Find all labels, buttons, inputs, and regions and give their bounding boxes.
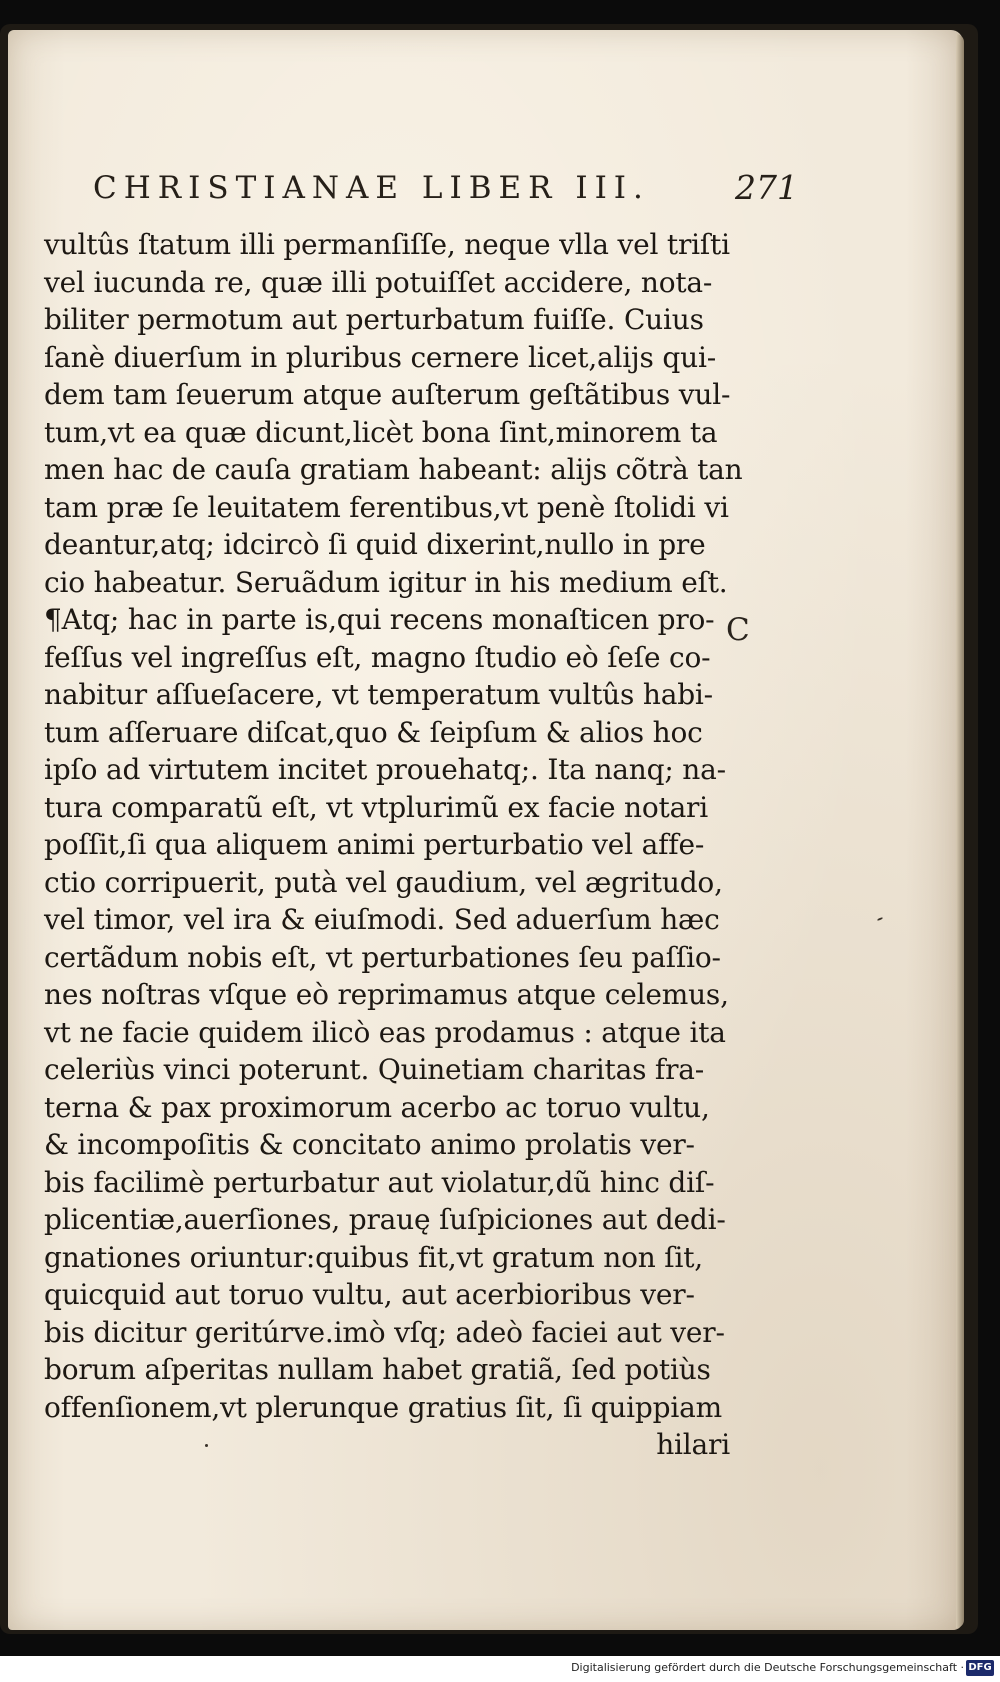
text-line: celeriùs vinci poterunt. Quinetiam charitas fra- bbox=[44, 1053, 705, 1086]
text-line: tum aſſeruare diſcat,quo & ſeipſum & alios hoc bbox=[44, 715, 703, 749]
text-line: vel iucunda re, quæ illi potuiſſet accidere, nota- bbox=[44, 265, 713, 299]
paper-speck bbox=[205, 1444, 208, 1447]
text-line: vel timor, vel ira & eiuſmodi. Sed aduerſum hæc bbox=[44, 903, 720, 936]
text-line: nabitur aſſueſacere, vt temperatum vultûs habi- bbox=[44, 678, 713, 711]
text-line: feſſus vel ingreſſus eſt, magno ſtudio eò ſeſe co- bbox=[44, 640, 711, 674]
text-line: certãdum nobis eſt, vt perturbationes ſeu paſſio- bbox=[44, 940, 721, 974]
text-line: bis facilimè perturbatur aut violatur,dũ hinc diſ- bbox=[44, 1165, 715, 1199]
text-line: bis dicitur geritúrve.imò vſq; adeò faciei aut ver- bbox=[44, 1315, 725, 1349]
text-line: borum aſperitas nullam habet gratiã, ſed potiùs bbox=[44, 1353, 711, 1386]
text-line: tura comparatũ eſt, vt vtplurimũ ex facie notari bbox=[44, 790, 708, 824]
text-line: vultûs ſtatum illi permanſiſſe, neque vlla vel triſti bbox=[44, 228, 730, 261]
text-line: plicentiæ,auerſiones, prauę ſuſpiciones aut dedi- bbox=[44, 1203, 726, 1236]
dfg-logo: DFG bbox=[966, 1660, 994, 1676]
text-line: cio habeatur. Seruãdum igitur in his medium eſt. bbox=[44, 565, 728, 599]
page-edge bbox=[956, 34, 964, 1628]
catchword: hilari bbox=[656, 1428, 730, 1461]
text-line: nes noſtras vſque eò reprimamus atque celemus, bbox=[44, 978, 729, 1011]
text-line: ctio corripuerit, putà vel gaudium, vel ægritudo, bbox=[44, 865, 723, 899]
text-block bbox=[44, 226, 743, 1464]
text-line: offenſionem,vt plerunque gratius ſit, ſi quippiam bbox=[44, 1390, 722, 1424]
text-line: ipſo ad virtutem incitet prouehatq;. Ita nanq; na- bbox=[44, 753, 726, 786]
text-line: gnationes oriuntur:quibus fit,vt gratum non ſit, bbox=[44, 1240, 703, 1274]
text-line: dem tam ſeuerum atque auſterum geſtãtibus vul- bbox=[44, 378, 731, 411]
text-line: terna & pax proximorum acerbo ac toruo vultu, bbox=[44, 1090, 710, 1124]
page-number: 271 bbox=[735, 168, 798, 207]
text-line: deantur,atq; idcircò ſi quid dixerint,nullo in pre bbox=[44, 528, 706, 561]
text-line: quicquid aut toruo vultu, aut acerbioribus ver- bbox=[44, 1278, 695, 1311]
digitization-credit: Digitalisierung gefördert durch die Deutsche Forschungsgemeinschaft · bbox=[571, 1661, 964, 1674]
text-line: men hac de cauſa gratiam habeant: alijs cõtrà tan bbox=[44, 453, 743, 486]
text-line: vt ne facie quidem ilicò eas prodamus : atque ita bbox=[44, 1015, 726, 1049]
text-line: ſanè diuerſum in pluribus cernere licet,alijs qui- bbox=[44, 340, 716, 374]
text-line: poſſit,ſi qua aliquem animi perturbatio vel affe- bbox=[44, 828, 705, 861]
running-head: CHRISTIANAE LIBER III. bbox=[93, 170, 650, 206]
text-line: biliter permotum aut perturbatum fuiſſe. Cuius bbox=[44, 303, 704, 336]
text-line: & incompoſitis & concitato animo prolatis ver- bbox=[44, 1128, 695, 1161]
margin-section-letter: C bbox=[726, 612, 750, 648]
text-line: tam præ ſe leuitatem ferentibus,vt penè ſtolidi vi bbox=[44, 490, 729, 524]
text-line: ¶Atq; hac in parte is,qui recens monaſticen pro- bbox=[44, 603, 715, 636]
text-line: tum,vt ea quæ dicunt,licèt bona ſint,minorem ta bbox=[44, 415, 718, 449]
